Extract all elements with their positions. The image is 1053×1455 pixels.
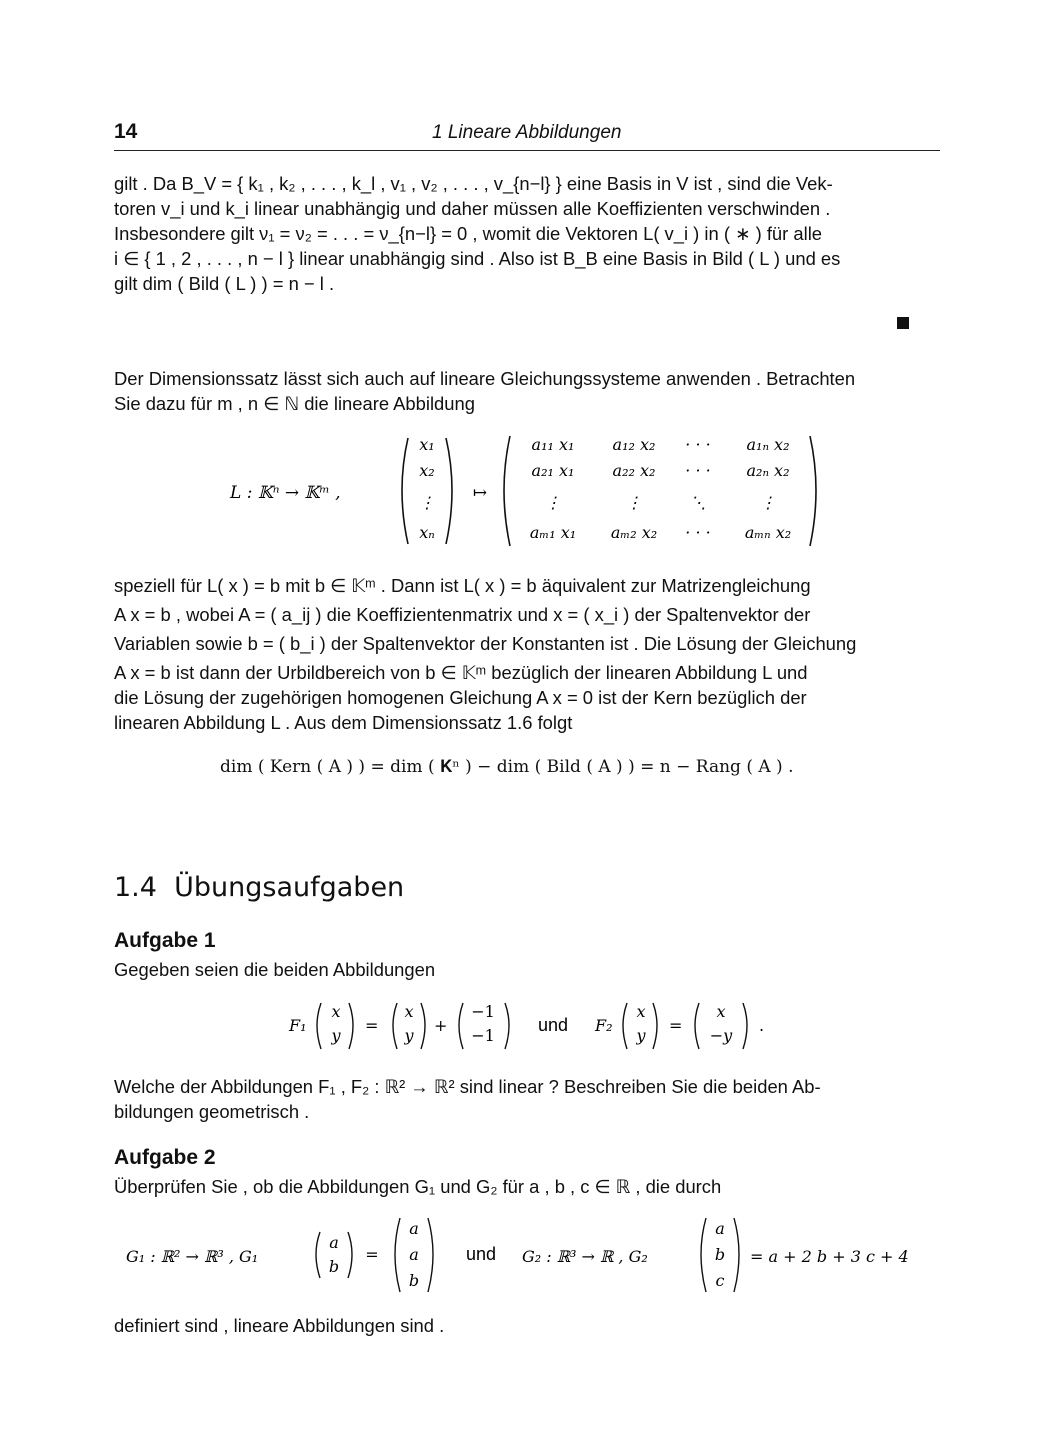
matrix-entry: aₘ₁ x₁ — [529, 523, 577, 542]
g1-res-right-paren — [428, 1218, 433, 1292]
special-line-3: Variablen sowie b = ( b_i ) der Spaltenvektor der Konstanten ist . Die Lösung der Gleichung — [114, 633, 857, 654]
g1-res-1: a — [409, 1219, 419, 1238]
intro-line-2: Sie dazu für m , n ∈ ℕ die lineare Abbildung — [114, 393, 475, 414]
g2-vec-right-paren — [734, 1218, 739, 1292]
f1-rhs-right-paren — [421, 1003, 425, 1049]
f1-add-1: −1 — [471, 1002, 495, 1021]
matrix-entry: a₂₂ x₂ — [612, 461, 656, 480]
matrix-entry: aₘₙ x₂ — [744, 523, 792, 542]
map-lhs: L : 𝕂ⁿ → 𝕂ᵐ , — [230, 483, 341, 503]
aufgabe-1-equation — [285, 997, 785, 1057]
header-rule — [114, 150, 940, 151]
special-line-2: A x = b , wobei A = ( a_ij ) die Koeffizientenmatrix und x = ( x_i ) der Spaltenvektor der — [114, 604, 811, 625]
f1-rhs-y: y — [404, 1026, 414, 1045]
intro-line-1: Der Dimensionssatz lässt sich auch auf lineare Gleichungssysteme anwenden . Betrachten — [114, 368, 856, 389]
vector-left-paren — [402, 438, 408, 544]
aufgabe-1-title: Aufgabe 1 — [114, 929, 216, 952]
matrix-left-paren — [504, 436, 510, 546]
aufgabe-1-question-line-2: bildungen geometrisch . — [114, 1101, 310, 1122]
f1-add-left-paren — [459, 1003, 463, 1049]
g2-vec-a: a — [715, 1219, 725, 1238]
f2-vec-x: x — [636, 1002, 646, 1021]
f1-vec-x: x — [331, 1002, 341, 1021]
aufgabe-2-closing: definiert sind , lineare Abbildungen sind . — [114, 1315, 445, 1336]
vector-entry: ⋮ — [419, 493, 435, 512]
matrix-entry: · · · — [685, 461, 711, 480]
g2-vec-left-paren — [701, 1218, 706, 1292]
g1-vec-left-paren — [316, 1232, 320, 1278]
g2-vec-b: b — [714, 1245, 726, 1264]
aufgabe-2-title: Aufgabe 2 — [114, 1146, 216, 1169]
g1-res-left-paren — [395, 1218, 400, 1292]
matrix-entry: · · · — [685, 435, 711, 454]
aufgabe-2-equation — [120, 1214, 940, 1298]
matrix-entry: ⋮ — [626, 493, 642, 512]
special-line-6: linearen Abbildung L . Aus dem Dimensionssatz 1.6 folgt — [114, 712, 573, 733]
matrix-right-paren — [810, 436, 816, 546]
aufgabe-2-text: Überprüfen Sie , ob die Abbildungen G₁ und G₂ für a , b , c ∈ ℝ , die durch — [114, 1176, 722, 1197]
vector-right-paren — [446, 438, 452, 544]
aufgabe-1-question-line-1: Welche der Abbildungen F₁ , F₂ : ℝ² → ℝ² sind linear ? Beschreiben Sie die beiden Ab- — [114, 1076, 821, 1097]
dimension-equation: dim ( Kern ( A ) ) = dim ( 𝐊ⁿ ) − dim ( Bild ( A ) ) = n − Rang ( A ) . — [220, 757, 794, 777]
qed-square — [897, 317, 909, 329]
proof-line-3: Insbesondere gilt ν₁ = ν₂ = . . . = ν_{n−l} = 0 , womit die Vektoren L( v_i ) in ( ∗ ) für alle — [114, 223, 823, 244]
aufgabe-1-text: Gegeben seien die beiden Abbildungen — [114, 959, 436, 980]
proof-line-5: gilt dim ( Bild ( L ) ) = n − l . — [114, 273, 335, 294]
g1-res-2: a — [409, 1245, 419, 1264]
special-paragraph — [114, 573, 940, 735]
g1-vec-a: a — [329, 1233, 339, 1252]
page-number: 14 — [114, 120, 138, 143]
maps-to-arrow: ↦ — [472, 483, 488, 503]
matrix-entry: a₂ₙ x₂ — [746, 461, 790, 480]
f1-rhs-x: x — [404, 1002, 414, 1021]
f2-equals: = — [669, 1016, 683, 1035]
proof-line-4: i ∈ { 1 , 2 , . . . , n − l } linear unabhängig sind . Also ist B_B eine Basis in Bild ( L ) und es — [114, 248, 841, 269]
vector-entry: xₙ — [419, 523, 435, 542]
g2-result: = a + 2 b + 3 c + 4 — [750, 1247, 909, 1266]
und-label-1: und — [538, 1015, 569, 1035]
f1-vec-y: y — [331, 1026, 341, 1045]
running-title: 1 Lineare Abbildungen — [432, 122, 622, 143]
proof-end-paragraph — [114, 171, 940, 296]
f2-vec-left-paren — [623, 1003, 627, 1049]
f2-res-x: x — [716, 1002, 726, 1021]
matrix-entry: ⋱ — [690, 493, 706, 512]
vector-entry: x₂ — [419, 461, 435, 480]
f2-vec-y: y — [636, 1026, 646, 1045]
aufgabe-1-question — [114, 1074, 940, 1124]
matrix-entry: · · · — [685, 523, 711, 542]
g1-equals: = — [365, 1245, 379, 1264]
special-line-1: speziell für L( x ) = b mit b ∈ 𝕂ᵐ . Dann ist L( x ) = b äquivalent zur Matrizengleichung — [114, 575, 811, 596]
g2-vec-c: c — [715, 1271, 725, 1290]
section-number: 1.4 — [114, 872, 157, 903]
g1-res-3: b — [408, 1271, 420, 1290]
f2-res-y: −y — [709, 1026, 733, 1045]
proof-line-1: gilt . Da B_V = { k₁ , k₂ , . . . , k_l , v₁ , v₂ , . . . , v_{n−l} } eine Basis in V ist , sind die Vek- — [114, 173, 833, 194]
f1-label: F₁ — [289, 1016, 307, 1035]
f1-vec-left-paren — [317, 1003, 321, 1049]
matrix-entry: a₁₂ x₂ — [612, 435, 656, 454]
g1-lhs: G₁ : ℝ² → ℝ³ , G₁ — [126, 1247, 259, 1266]
f1-vec-right-paren — [349, 1003, 353, 1049]
vector-entry: x₁ — [419, 435, 435, 454]
und-label-2: und — [466, 1244, 497, 1264]
f2-label: F₂ — [595, 1016, 613, 1035]
intro-paragraph — [114, 366, 940, 416]
section-heading — [114, 872, 404, 903]
g2-lhs: G₂ : ℝ³ → ℝ , G₂ — [522, 1247, 648, 1266]
matrix-entry: ⋮ — [545, 493, 561, 512]
f1-equals: = — [365, 1016, 379, 1035]
f2-res-right-paren — [743, 1003, 747, 1049]
f1-rhs-left-paren — [393, 1003, 397, 1049]
matrix-entry: aₘ₂ x₂ — [610, 523, 658, 542]
matrix-entry: a₁₁ x₁ — [531, 435, 575, 454]
f1-plus: + — [434, 1016, 448, 1035]
f2-period: . — [759, 1016, 765, 1035]
proof-line-2: toren v_i und k_i linear unabhängig und daher müssen alle Koeffizienten verschwinden . — [114, 198, 831, 219]
f1-add-right-paren — [505, 1003, 509, 1049]
g1-vec-right-paren — [348, 1232, 352, 1278]
special-line-5: die Lösung der zugehörigen homogenen Gleichung A x = 0 ist der Kern bezüglich der — [114, 687, 807, 708]
matrix-entry: a₂₁ x₁ — [531, 461, 575, 480]
f2-vec-right-paren — [653, 1003, 657, 1049]
g1-vec-b: b — [328, 1257, 340, 1276]
f1-add-2: −1 — [471, 1026, 495, 1045]
section-title: Übungsaufgaben — [174, 872, 405, 903]
special-line-4: A x = b ist dann der Urbildbereich von b ∈ 𝕂ᵐ bezüglich der linearen Abbildung L und — [114, 662, 808, 683]
f2-res-left-paren — [695, 1003, 699, 1049]
matrix-entry: a₁ₙ x₂ — [746, 435, 790, 454]
linear-map-equation — [220, 432, 830, 552]
matrix-entry: ⋮ — [760, 493, 776, 512]
